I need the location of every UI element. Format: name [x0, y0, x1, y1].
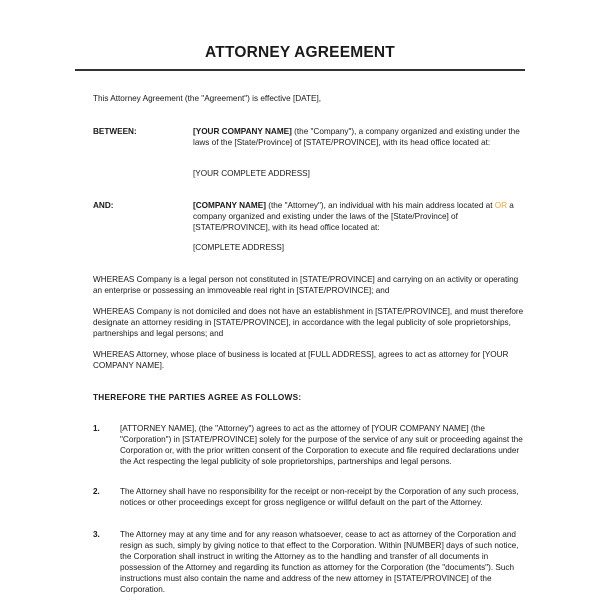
- between-label: BETWEEN:: [93, 127, 137, 136]
- clause-number: 2.: [93, 487, 100, 496]
- clause-text: [ATTORNEY NAME], (the "Attorney") agrees to act as the attorney of [YOUR COMPANY NAME] (the "Corporation") in [STATE/PROVINCE] solely for the purpose of the service of any suit or proceeding against the Corporation or, with the prior written consent of the Corporation to execute and file required declarations under the Act respecting the legal publicity of sole proprietorships, partnerships and legal persons.: [120, 424, 523, 466]
- and-address: [COMPLETE ADDRESS]: [193, 243, 284, 252]
- document-title: ATTORNEY AGREEMENT: [205, 44, 395, 61]
- whereas-paragraph-2: WHEREAS Company is not domiciled and does not have an establishment in [STATE/PROVINCE], and must therefore designate an attorney residing in [STATE/PROVINCE], in accordance with the legal publicity of sole proprietorships, partnerships and legal persons; and: [93, 307, 524, 338]
- and-description-a: (the "Attorney"), an individual with his main address located at: [265, 201, 495, 210]
- and-label: AND:: [93, 201, 114, 210]
- clause-number: 1.: [93, 424, 100, 433]
- between-address: [YOUR COMPLETE ADDRESS]: [193, 169, 310, 178]
- or-option-marker: OR: [494, 201, 508, 210]
- whereas-paragraph-3: WHEREAS Attorney, whose place of business is located at [FULL ADDRESS], agrees to act as attorney for [YOUR COMPANY NAME].: [93, 350, 509, 370]
- therefore-heading: THEREFORE THE PARTIES AGREE AS FOLLOWS:: [93, 393, 302, 402]
- clause-number: 3.: [93, 530, 100, 539]
- and-party-text: [193, 200, 533, 233]
- title-underline: [75, 69, 525, 71]
- and-company-name: [COMPANY NAME]: [193, 201, 266, 210]
- between-description: (the "Company"), a company organized and existing under the laws of the [State/Province] of [STATE/PROVINCE], with its head office located at:: [193, 127, 520, 147]
- clause-text: The Attorney shall have no responsibility for the receipt or non-receipt by the Corporation of any such process, notices or other proceedings except for gross negligence or willful default on the part of the Attorney.: [120, 487, 519, 507]
- intro-paragraph: This Attorney Agreement (the "Agreement") is effective [DATE],: [93, 94, 322, 103]
- clause-text: The Attorney may at any time and for any reason whatsoever, cease to act as attorney of the Corporation and resign as such, simply by giving notice to that effect to the Corporation. Within [NUMBER] days of such notice, the Corporation shall instruct in writing the Attorney as to the handling and transfer of all documents in possession of the Attorney and regarding its function as attorney for the Corporation (the "documents"). Such instructions must also contain the name and address of the new attorney in [STATE/PROVINCE] of the Corporation.: [120, 530, 519, 594]
- between-party-text: [193, 126, 533, 148]
- whereas-paragraph-1: WHEREAS Company is a legal person not constituted in [STATE/PROVINCE] and carrying on an activity or operating an enterprise or possessing an immoveable real right in [STATE/PROVINCE]; and: [93, 275, 519, 295]
- between-company-name: [YOUR COMPANY NAME]: [193, 127, 292, 136]
- and-description-b: a company organized and existing under the laws of the [State/Province] of [STATE/PROVINCE], with its head office located at:: [193, 201, 514, 232]
